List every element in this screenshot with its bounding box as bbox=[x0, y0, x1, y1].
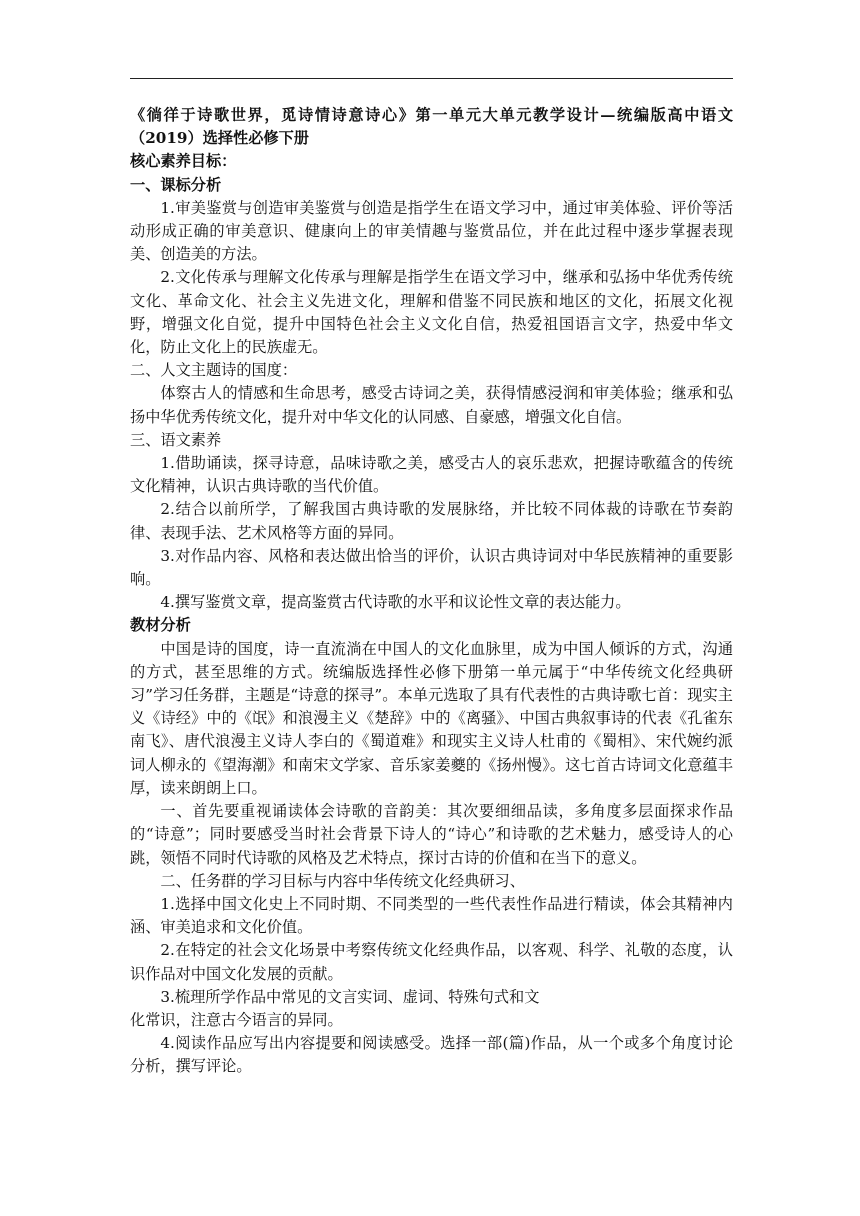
task-item-4: 4.阅读作品应写出内容提要和阅读感受。选择一部(篇)作品，从一个或多个角度讨论分析，撰写评论。 bbox=[130, 1034, 733, 1076]
document-body bbox=[130, 104, 733, 1079]
core-heading: 核心素养目标： bbox=[130, 152, 237, 171]
analysis-paragraph-2: 一、首先要重视诵读体会诗歌的音韵美：其次要细细品读，多角度多层面探求作品的“诗意”；同时要感受当时社会背景下诗人的“诗心”和诗歌的艺术魅力，感受诗人的心跳，领悟不同时代诗歌的风格及艺术特点，探讨古诗的价值和在当下的意义。 bbox=[130, 802, 733, 867]
section-3-item: 2.结合以前所学，了解我国古典诗歌的发展脉络，并比较不同体裁的诗歌在节奏韵律、表现手法、艺术风格等方面的异同。 bbox=[130, 500, 733, 542]
section-2-heading: 二、人文主题诗的国度： bbox=[130, 361, 298, 380]
document-title: 《徜徉于诗歌世界，觅诗情诗意诗心》第一单元大单元教学设计—统编版高中语文（2019）选择性必修下册 bbox=[130, 106, 733, 148]
task-item: 1.选择中国文化史上不同时期、不同类型的一些代表性作品进行精读，体会其精神内涵、审美追求和文化价值。 bbox=[130, 894, 733, 937]
section-3-item: 1.借助诵读，探寻诗意，品味诗歌之美，感受古人的哀乐悲欢，把握诗歌蕴含的传统文化精神，认识古典诗歌的当代价值。 bbox=[130, 454, 733, 496]
analysis-heading: 教材分析 bbox=[130, 616, 191, 635]
analysis-paragraph-3: 二、任务群的学习目标与内容中华传统文化经典研习、 bbox=[160, 871, 525, 890]
task-item: 2.在特定的社会文化场景中考察传统文化经典作品，以客观、科学、礼敬的态度，认识作品对中国文化发展的贡献。 bbox=[130, 941, 733, 983]
task-item-3-line-2: 化常识，注意古今语言的异同。 bbox=[130, 1010, 343, 1029]
section-2-paragraph: 体察古人的情感和生命思考，感受古诗词之美，获得情感浸润和审美体验；继承和弘扬中华优秀传统文化，提升对中华文化的认同感、自豪感，增强文化自信。 bbox=[130, 384, 733, 426]
analysis-paragraph-1: 中国是诗的国度，诗一直流淌在中国人的文化血脉里，成为中国人倾诉的方式，沟通的方式，甚至思维的方式。统编版选择性必修下册第一单元属于“中华传统文化经典研习”学习任务群，主题是“诗意的探寻”。本单元选取了具有代表性的古典诗歌七首：现实主义《诗经》中的《氓》和浪漫主义《楚辞》中的《离骚》、中国古典叙事诗的代表《孔雀东南飞》、唐代浪漫主义诗人李白的《蜀道难》和现实主义诗人杜甫的《蜀相》、宋代婉约派词人柳永的《望海潮》和南宋文学家、音乐家姜夔的《扬州慢》。这七首古诗词文化意蕴丰厚，读来朗朗上口。 bbox=[130, 639, 733, 797]
section-3-heading: 三、语文素养 bbox=[130, 430, 222, 449]
section-3-item: 4.撰写鉴赏文章，提高鉴赏古代诗歌的水平和议论性文章的表达能力。 bbox=[160, 593, 631, 612]
task-item-3-line-1: 3.梳理所学作品中常见的文言实词、虚词、特殊句式和文 bbox=[160, 987, 540, 1006]
section-3-item: 3.对作品内容、风格和表达做出恰当的评价，认识古典诗词对中华民族精神的重要影响。 bbox=[130, 546, 733, 589]
header-rule bbox=[130, 78, 733, 79]
section-1-paragraph-1: 1.审美鉴赏与创造审美鉴赏与创造是指学生在语文学习中，通过审美体验、评价等活动形成正确的审美意识、健康向上的审美情趣与鉴赏品位，并在此过程中逐步掌握表现美、创造美的方法。 bbox=[130, 198, 733, 264]
section-1-heading: 一、课标分析 bbox=[130, 175, 222, 194]
section-1-paragraph-2: 2.文化传承与理解文化传承与理解是指学生在语文学习中，继承和弘扬中华优秀传统文化、革命文化、社会主义先进文化，理解和借鉴不同民族和地区的文化，拓展文化视野，增强文化自觉，提升中国特色社会主义文化自信，热爱祖国语言文字，热爱中华文化，防止文化上的民族虚无。 bbox=[130, 268, 733, 357]
